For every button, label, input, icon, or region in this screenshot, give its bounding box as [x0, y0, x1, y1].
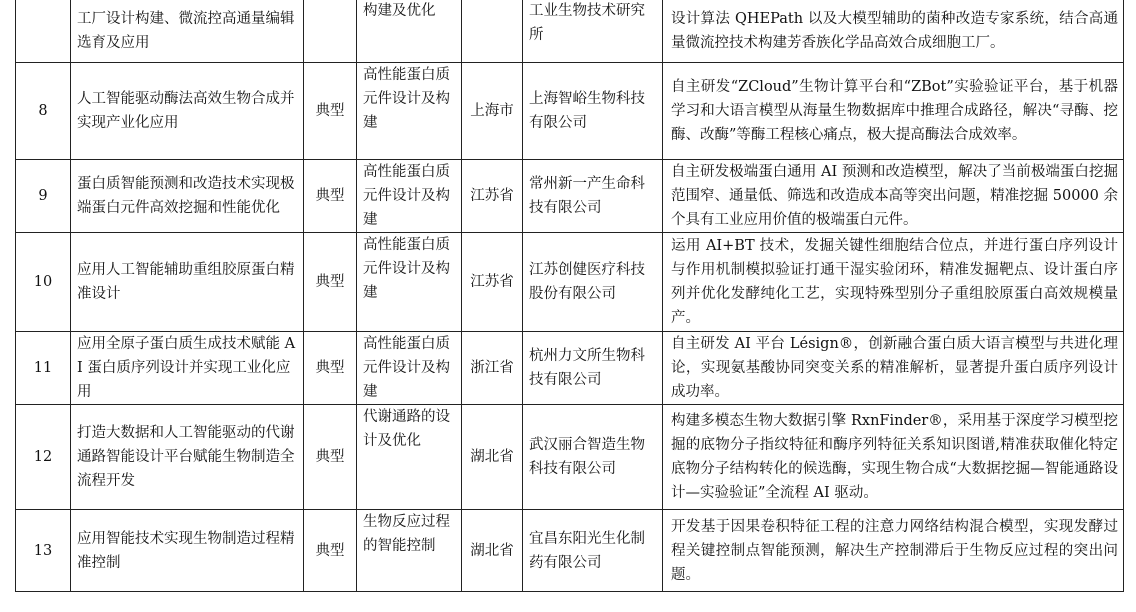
- project-description: 开发基于因果卷积特征工程的注意力网络结构混合模型，实现发酵过程关键控制点智能预测，解决生产控制滞后于生物反应过程的突出问题。: [663, 510, 1124, 592]
- project-name: 应用智能技术实现生物制造过程精准控制: [71, 510, 304, 592]
- region: 湖北省: [462, 510, 523, 592]
- company-name: 宜昌东阳光生化制药有限公司: [523, 510, 663, 592]
- project-type: 典型: [304, 332, 357, 405]
- table-row: [16, 160, 1124, 233]
- row-number: 10: [16, 233, 71, 332]
- row-number: 12: [16, 405, 71, 510]
- region: 江苏省: [462, 233, 523, 332]
- project-name: 应用人工智能辅助重组胶原蛋白精准设计: [71, 233, 304, 332]
- technical-direction: 代谢通路的设计及优化: [357, 405, 462, 510]
- technical-direction: 高性能蛋白质元件设计及构建: [357, 160, 462, 233]
- project-name: 蛋白质智能预测和改造技术实现极端蛋白元件高效挖掘和性能优化: [71, 160, 304, 233]
- technical-direction: 高性能蛋白质元件设计及构建: [357, 63, 462, 160]
- row-number: 8: [16, 63, 71, 160]
- project-type: 典型: [304, 405, 357, 510]
- table-row: [16, 0, 1124, 63]
- table-row: [16, 332, 1124, 405]
- table-row: [16, 233, 1124, 332]
- region: [462, 0, 523, 63]
- table-row: [16, 63, 1124, 160]
- project-description: 设计算法 QHEPath 以及大模型辅助的菌种改造专家系统，结合高通量微流控技术构建芳香族化学品高效合成细胞工厂。: [663, 0, 1124, 63]
- project-name: 应用全原子蛋白质生成技术赋能 AI 蛋白质序列设计并实现工业化应用: [71, 332, 304, 405]
- company-name: 武汉丽合智造生物科技有限公司: [523, 405, 663, 510]
- row-number: 13: [16, 510, 71, 592]
- project-table: [15, 0, 1124, 592]
- technical-direction: 高性能蛋白质元件设计及构建: [357, 233, 462, 332]
- project-name: 工厂设计构建、微流控高通量编辑选育及应用: [71, 0, 304, 63]
- technical-direction: 高性能蛋白质元件设计及构建: [357, 332, 462, 405]
- project-description: 自主研发极端蛋白通用 AI 预测和改造模型，解决了当前极端蛋白挖掘范围窄、通量低、筛选和改造成本高等突出问题，精准挖掘 50000 余个具有工业应用价值的极端蛋白元件。: [663, 160, 1124, 233]
- table-row: [16, 405, 1124, 510]
- project-type: [304, 0, 357, 63]
- project-name: 打造大数据和人工智能驱动的代谢通路智能设计平台赋能生物制造全流程开发: [71, 405, 304, 510]
- project-type: 典型: [304, 233, 357, 332]
- region: 湖北省: [462, 405, 523, 510]
- company-name: 上海智峪生物科技有限公司: [523, 63, 663, 160]
- company-name: 江苏创健医疗科技股份有限公司: [523, 233, 663, 332]
- project-description: 自主研发“ZCloud”生物计算平台和“ZBot”实验验证平台，基于机器学习和大语言模型从海量生物数据库中推理合成路径，解决“寻酶、挖酶、改酶”等酶工程核心痛点，极大提高酶法合成效率。: [663, 63, 1124, 160]
- region: 浙江省: [462, 332, 523, 405]
- technical-direction: 生物反应过程的智能控制: [357, 510, 462, 592]
- project-type: 典型: [304, 160, 357, 233]
- row-number: 9: [16, 160, 71, 233]
- row-number: [16, 0, 71, 63]
- region: 江苏省: [462, 160, 523, 233]
- technical-direction: 构建及优化: [357, 0, 462, 63]
- company-name: 常州新一产生命科技有限公司: [523, 160, 663, 233]
- company-name: 工业生物技术研究所: [523, 0, 663, 63]
- project-type: 典型: [304, 63, 357, 160]
- project-description: 自主研发 AI 平台 Lésign®，创新融合蛋白质大语言模型与共进化理论，实现氨基酸协同突变关系的精准解析，显著提升蛋白质序列设计成功率。: [663, 332, 1124, 405]
- region: 上海市: [462, 63, 523, 160]
- project-type: 典型: [304, 510, 357, 592]
- project-description: 构建多模态生物大数据引擎 RxnFinder®，采用基于深度学习模型挖掘的底物分子指纹特征和酶序列特征关系知识图谱,精准获取催化特定底物分子结构转化的候选酶，实现生物合成“大数据挖掘—智能通路设计—实验验证”全流程 AI 驱动。: [663, 405, 1124, 510]
- company-name: 杭州力文所生物科技有限公司: [523, 332, 663, 405]
- project-name: 人工智能驱动酶法高效生物合成并实现产业化应用: [71, 63, 304, 160]
- row-number: 11: [16, 332, 71, 405]
- table-row: [16, 510, 1124, 592]
- project-description: 运用 AI+BT 技术，发掘关键性细胞结合位点，并进行蛋白序列设计与作用机制模拟验证打通干湿实验闭环，精准发掘靶点、设计蛋白序列并优化发酵纯化工艺，实现特殊型别分子重组胶原蛋白高效规模量产。: [663, 233, 1124, 332]
